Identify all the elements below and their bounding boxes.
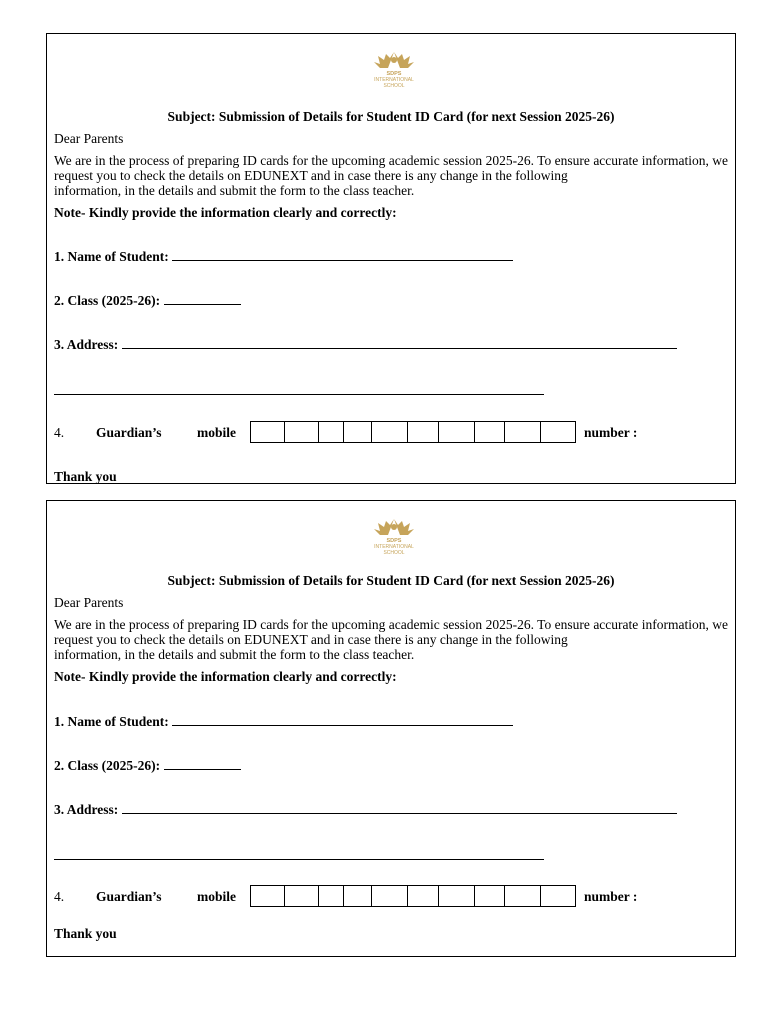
class-field[interactable]: [54, 293, 241, 309]
digit-box[interactable]: [439, 886, 475, 906]
mobile-label-mobile: mobile: [197, 425, 236, 440]
digit-box[interactable]: [541, 886, 575, 906]
body-text: We are in the process of preparing ID cards for the upcoming academic session 2025-26. To ensure accurate information, we request you to check the details on EDUNEXT and in case there is any change in the following: [54, 153, 728, 183]
form-subject: Subject: Submission of Details for Student ID Card (for next Session 2025-26): [167, 573, 615, 588]
address-label: 3. Address:: [54, 802, 119, 817]
school-crest-logo: [364, 515, 424, 557]
class-blank[interactable]: [164, 293, 241, 305]
body-text-last-line: information, in the details and submit the form to the class teacher.: [54, 183, 415, 198]
digit-box[interactable]: [251, 422, 285, 442]
student-name-blank[interactable]: [172, 249, 513, 261]
svg-text:INTERNATIONAL: INTERNATIONAL: [374, 77, 414, 83]
mobile-label-guardian: Guardian’s: [96, 889, 162, 904]
note: Note- Kindly provide the information clearly and correctly:: [54, 205, 397, 220]
address-label: 3. Address:: [54, 337, 119, 352]
mobile-field[interactable]: [54, 421, 654, 445]
digit-box[interactable]: [319, 886, 344, 906]
address-field[interactable]: [54, 337, 677, 353]
digit-box[interactable]: [344, 886, 372, 906]
digit-box[interactable]: [319, 422, 344, 442]
id-card-form: [46, 500, 736, 957]
digit-box[interactable]: [251, 886, 285, 906]
digit-box[interactable]: [372, 886, 408, 906]
school-crest-logo: [364, 48, 424, 90]
address-blank-line-2[interactable]: [54, 394, 544, 395]
mobile-label-number: number :: [584, 889, 638, 904]
digit-box[interactable]: [475, 886, 505, 906]
class-field[interactable]: [54, 758, 241, 774]
mobile-field[interactable]: [54, 885, 654, 909]
student-name-blank[interactable]: [172, 714, 513, 726]
student-name-field[interactable]: [54, 249, 513, 265]
class-label: 2. Class (2025-26):: [54, 758, 161, 773]
greeting: Dear Parents: [54, 595, 124, 610]
digit-box[interactable]: [475, 422, 505, 442]
thanks: Thank you: [54, 926, 117, 941]
body-text-last-line: information, in the details and submit the form to the class teacher.: [54, 647, 415, 662]
address-blank[interactable]: [122, 337, 677, 349]
digit-box[interactable]: [505, 886, 541, 906]
mobile-number-index: 4.: [54, 425, 65, 440]
digit-box[interactable]: [285, 422, 319, 442]
digit-box[interactable]: [285, 886, 319, 906]
mobile-label-guardian: Guardian’s: [96, 425, 162, 440]
svg-text:SDPS: SDPS: [386, 538, 402, 544]
student-name-field[interactable]: [54, 714, 513, 730]
digit-box[interactable]: [439, 422, 475, 442]
address-field[interactable]: [54, 802, 677, 818]
note: Note- Kindly provide the information clearly and correctly:: [54, 669, 397, 684]
digit-box[interactable]: [408, 422, 439, 442]
svg-text:SCHOOL: SCHOOL: [383, 83, 405, 89]
student-name-label: 1. Name of Student:: [54, 249, 169, 264]
mobile-label-number: number :: [584, 425, 638, 440]
mobile-digit-boxes[interactable]: [250, 885, 576, 907]
digit-box[interactable]: [541, 422, 575, 442]
body-paragraph: [54, 617, 728, 662]
mobile-number-index: 4.: [54, 889, 65, 904]
digit-box[interactable]: [372, 422, 408, 442]
class-label: 2. Class (2025-26):: [54, 293, 161, 308]
address-blank[interactable]: [122, 802, 677, 814]
digit-box[interactable]: [344, 422, 372, 442]
body-text: We are in the process of preparing ID cards for the upcoming academic session 2025-26. To ensure accurate information, we request you to check the details on EDUNEXT and in case there is any change in the following: [54, 617, 728, 647]
svg-text:SCHOOL: SCHOOL: [383, 550, 405, 556]
mobile-label-mobile: mobile: [197, 889, 236, 904]
thanks: Thank you: [54, 469, 117, 484]
address-blank-line-2[interactable]: [54, 859, 544, 860]
student-name-label: 1. Name of Student:: [54, 714, 169, 729]
svg-text:INTERNATIONAL: INTERNATIONAL: [374, 544, 414, 550]
digit-box[interactable]: [408, 886, 439, 906]
id-card-form: [46, 33, 736, 484]
body-paragraph: [54, 153, 728, 198]
form-subject: Subject: Submission of Details for Student ID Card (for next Session 2025-26): [167, 109, 615, 124]
class-blank[interactable]: [164, 758, 241, 770]
mobile-digit-boxes[interactable]: [250, 421, 576, 443]
digit-box[interactable]: [505, 422, 541, 442]
svg-text:SDPS: SDPS: [386, 71, 402, 77]
greeting: Dear Parents: [54, 131, 124, 146]
